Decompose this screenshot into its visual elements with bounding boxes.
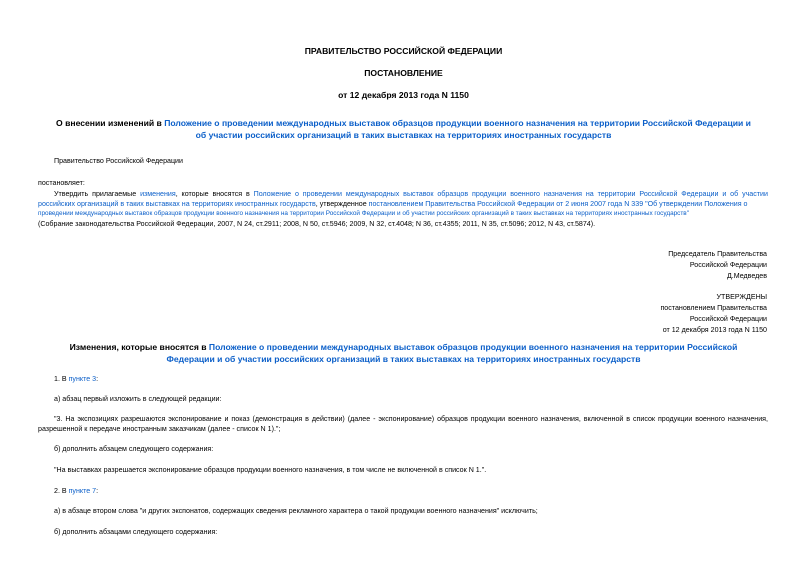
- header-date: от 12 декабря 2013 года N 1150: [338, 90, 469, 100]
- doc-title-link[interactable]: Положение о проведении международных выставок образцов продукции военного назначения на территории Российской Федерации и: [164, 118, 751, 128]
- item-1b: б) дополнить абзацем следующего содержания:: [54, 445, 214, 453]
- quote-1-line1: "3. На экспозициях разрешаются экспонирование и показ (демонстрация в действии) (далее - экспонирование) образцов продукции военного назначения, включенной в список продукции военного назначения,: [54, 415, 768, 423]
- regulation-link[interactable]: Положение о проведении международных выставок образцов продукции военного назначения на территории Российской Федерации и об участии: [253, 190, 768, 198]
- quote-1-line2: разрешенной к передаче иностранным заказчикам (далее - список N 1).";: [38, 425, 281, 433]
- doc-title-line2: [0, 130, 807, 140]
- approval-country: Российской Федерации: [689, 315, 767, 323]
- resolution-339-link-cont[interactable]: проведении международных выставок образцов продукции военного назначения на территории Российской Федерации и об участии российских организаций в таких выставках на территориях иностранных государств": [38, 210, 689, 217]
- changes-title-line1: Изменения, которые вносятся в Положение о проведении международных выставок образцов продукции военного назначения на территории Российской: [69, 342, 738, 352]
- clause-7-link[interactable]: пункте 7: [68, 487, 97, 495]
- item-2a: а) в абзаце втором слова "и других экспонатов, содержащих сведения рекламного характера о такой продукции военного назначения" исключить;: [54, 507, 538, 515]
- signature-position: Председатель Правительства: [668, 250, 767, 258]
- item-1: 1. В пункте 3:: [54, 375, 99, 383]
- body-para-line1: Утвердить прилагаемые изменения, которые вносятся в Положение о проведении международных выставок образцов продукции военного назначения на территории Российской Федерации и об участии: [54, 190, 768, 198]
- item-2: 2. В пункте 7:: [54, 487, 99, 495]
- clause-3-link[interactable]: пункте 3: [68, 375, 97, 383]
- approval-date: от 12 декабря 2013 года N 1150: [662, 326, 767, 334]
- header-doc-type: ПОСТАНОВЛЕНИЕ: [364, 68, 443, 78]
- approval-by: постановлением Правительства: [660, 304, 767, 312]
- changes-title-link-cont[interactable]: Федерации и об участии российских организаций в таких выставках на территориях иностранных государств: [166, 354, 641, 364]
- doc-title-link-cont[interactable]: об участии российских организаций в таких выставках на территориях иностранных государств: [195, 130, 612, 140]
- regulation-link-cont[interactable]: российских организаций в таких выставках на территориях иностранных государств: [38, 200, 316, 208]
- resolution-339-link[interactable]: постановлением Правительства Российской Федерации от 2 июня 2007 года N 339 "Об утверждении Положения о: [368, 200, 748, 208]
- body-para-line4: (Собрание законодательства Российской Федерации, 2007, N 24, ст.2911; 2008, N 50, ст.5946; 2009, N 32, ст.4048; N 36, ст.4355; 2011, N 35, ст.5096; 2012, N 43, ст.5874).: [38, 220, 596, 228]
- header-org: ПРАВИТЕЛЬСТВО РОССИЙСКОЙ ФЕДЕРАЦИИ: [304, 46, 503, 56]
- body-para-line2: российских организаций в таких выставках на территориях иностранных государств, утвержденное постановлением Правительства Российской Федерации от 2 июня 2007 года N 339 "Об утверждении Положения о: [38, 200, 748, 208]
- approval-approved: УТВЕРЖДЕНЫ: [716, 293, 767, 301]
- signature-name: Д.Медведев: [726, 272, 767, 280]
- body-para-line3: [38, 210, 768, 217]
- signature-country: Российской Федерации: [689, 261, 767, 269]
- item-2b: б) дополнить абзацами следующего содержания:: [54, 528, 218, 536]
- quote-2: "На выставках разрешается экспонирование образцов продукции военного назначения, в том числе не включенной в список N 1.".: [54, 466, 487, 474]
- changes-title-link[interactable]: Положение о проведении международных выставок образцов продукции военного назначения на территории Российской: [208, 342, 738, 352]
- item-1a: а) абзац первый изложить в следующей редакции:: [54, 395, 222, 403]
- changes-link[interactable]: изменения: [140, 190, 176, 198]
- preamble-government: Правительство Российской Федерации: [54, 157, 183, 165]
- preamble-decrees: постановляет:: [38, 179, 85, 187]
- changes-title-line2: [0, 354, 807, 364]
- doc-title-prefix: О внесении изменений в: [56, 118, 165, 128]
- doc-title-line1: [0, 118, 807, 128]
